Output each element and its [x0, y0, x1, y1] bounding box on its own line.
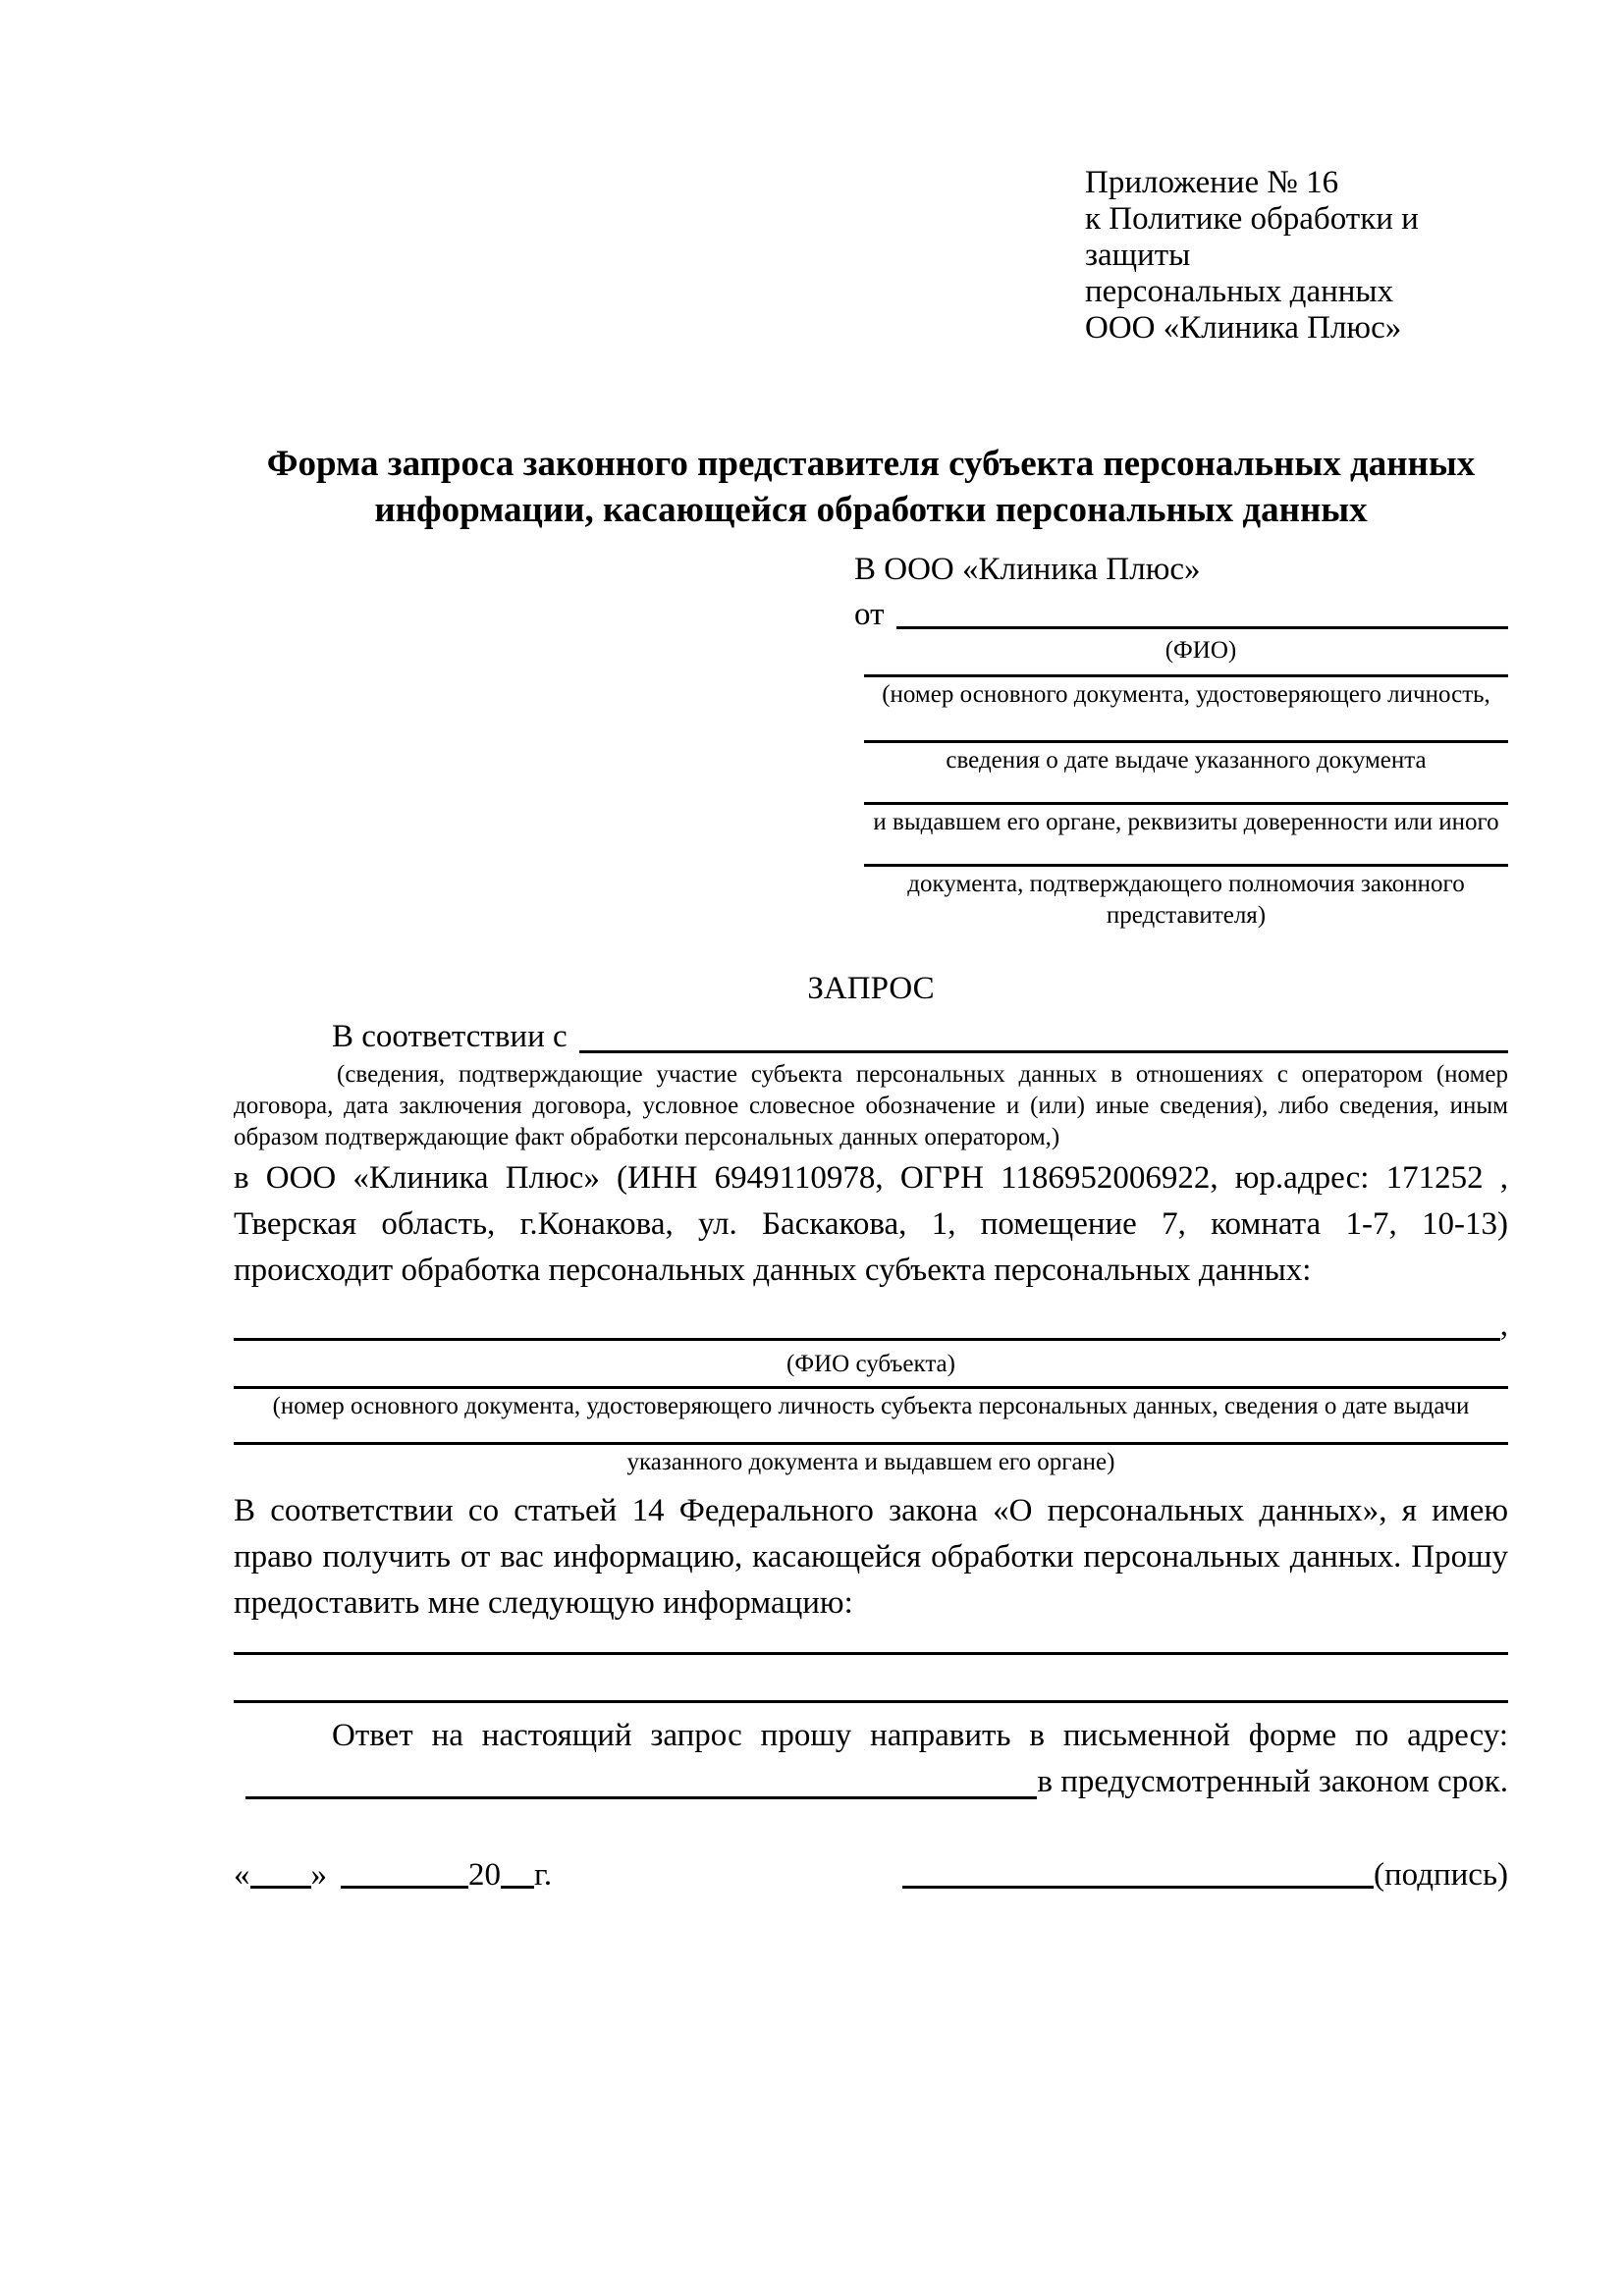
field-blank-line[interactable]	[864, 802, 1508, 805]
date-quote-close: »	[310, 1857, 327, 1893]
appendix-line: персональных данных	[1085, 274, 1394, 309]
form-field	[864, 674, 1508, 711]
date-day-blank[interactable]	[250, 1856, 311, 1889]
form-title	[234, 441, 1508, 533]
subject-doc2-blank-line[interactable]	[234, 1442, 1508, 1445]
subject-fio-caption: (ФИО субъекта)	[786, 1351, 955, 1377]
from-blank-line[interactable]	[896, 594, 1509, 629]
appendix-line: Приложение № 16	[1085, 165, 1339, 200]
field-caption: сведения о дате выдаче указанного документа	[946, 747, 1427, 774]
info-blank-line-2[interactable]	[234, 1700, 1508, 1703]
accordance-row	[234, 1014, 1508, 1059]
form-field	[864, 802, 1508, 838]
field-caption: (номер основного документа, удостоверяющего личность,	[882, 681, 1490, 708]
addressee-to: В ООО «Клиника Плюс»	[854, 552, 1201, 587]
subject-doc2-caption: указанного документа и выдавшем его органе)	[626, 1449, 1115, 1475]
appendix-line: ООО «Клиника Плюс»	[1085, 310, 1402, 346]
accordance-label: В соответствии с	[332, 1019, 568, 1054]
form-title-line-1: Форма запроса законного представителя субъекта персональных данных	[266, 444, 1476, 484]
date-year-prefix: 20	[468, 1857, 501, 1893]
addressee-block	[854, 549, 1508, 932]
answer-address-row	[234, 1759, 1508, 1805]
document-content	[234, 165, 1508, 1898]
small-print-note: (сведения, подтверждающие участие субъекта персональных данных в отношениях с оператором (номер договора, дата заключения договора, условное словесное обозначение и (или) иные сведения), либо сведения, иным образом подтверждающие факт обработки персональных данных оператором,)	[234, 1061, 1508, 1150]
request-heading: ЗАПРОС	[807, 971, 935, 1006]
field-blank-line[interactable]	[864, 864, 1508, 867]
from-label: от	[854, 597, 885, 632]
accordance-blank-line[interactable]	[579, 1014, 1508, 1053]
date-signature-row	[234, 1852, 1508, 1898]
date-year-suffix: г.	[534, 1857, 553, 1893]
date-line	[234, 1852, 552, 1898]
answer-paragraph: Ответ на настоящий запрос прошу направить в письменной форме по адресу:	[332, 1718, 1508, 1753]
fio-caption: (ФИО)	[1164, 637, 1237, 664]
field-caption: и выдавшем его органе, реквизиты доверенности или иного	[873, 809, 1499, 835]
subject-fio-blank-line[interactable]	[234, 1304, 1500, 1341]
signature-caption: (подпись)	[1374, 1857, 1508, 1893]
form-title-line-2: информации, касающейся обработки персональных данных	[374, 490, 1368, 530]
subject-doc-caption: (номер основного документа, удостоверяющего личность субъекта персональных данных, сведения о дате выдачи	[272, 1393, 1470, 1419]
subject-doc-blank-line[interactable]	[234, 1386, 1508, 1389]
law-paragraph: В соответствии со статьей 14 Федерального закона «О персональных данных», я имею право получить от вас информацию, касающейся обработки персональных данных. Прошу предоставить мне следующую информацию:	[234, 1493, 1508, 1621]
addressee-fields	[864, 674, 1508, 932]
field-blank-line[interactable]	[864, 740, 1508, 743]
date-quote-open: «	[234, 1857, 250, 1893]
subject-comma: ,	[1499, 1308, 1508, 1343]
signature-blank-line[interactable]	[902, 1856, 1374, 1889]
date-year-blank[interactable]	[501, 1856, 534, 1889]
field-blank-line[interactable]	[864, 674, 1508, 677]
field-caption: документа, подтверждающего полномочия законного представителя)	[907, 871, 1465, 929]
operator-paragraph: в ООО «Клиника Плюс» (ИНН 6949110978, ОГРН 1186952006922, юр.адрес: 171252 , Тверская область, г.Конакова, ул. Баскакова, 1, помещение 7, комната 1-7, 10-13) происходит обработка персональных данных субъекта персональных данных:	[234, 1160, 1508, 1288]
signature-area	[902, 1852, 1508, 1898]
from-row	[854, 594, 1508, 635]
subject-fio-row	[234, 1304, 1508, 1347]
form-field	[864, 740, 1508, 776]
answer-tail: в предусмотренный законом срок.	[1037, 1764, 1508, 1799]
appendix-line: к Политике обработки и защиты	[1085, 201, 1419, 273]
info-blank-line-1[interactable]	[234, 1652, 1508, 1655]
form-field	[864, 864, 1508, 932]
address-blank-line[interactable]	[245, 1759, 1037, 1799]
date-month-blank[interactable]	[341, 1856, 468, 1889]
appendix-block	[1085, 165, 1508, 347]
